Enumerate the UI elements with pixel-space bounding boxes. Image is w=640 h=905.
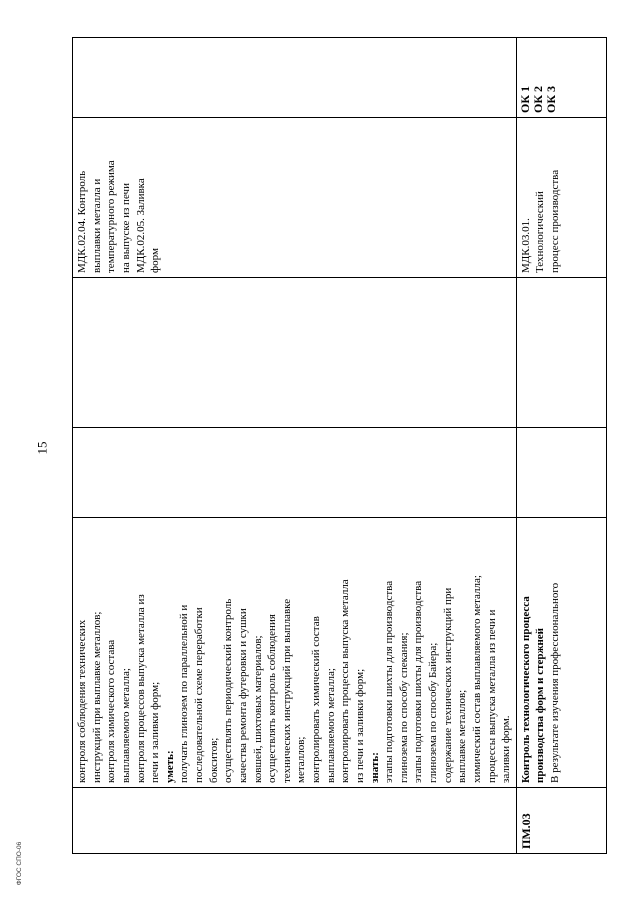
mdk-line: Технологический (534, 191, 547, 273)
content-line: получать глинозем по параллельной и (178, 604, 191, 783)
content-line: В результате изучения профессионального (549, 582, 561, 783)
section-heading: уметь: (163, 750, 176, 783)
ok-code: ОК 3 (544, 85, 559, 113)
content-cell (73, 518, 517, 788)
content-line: контроля процессов выпуска металла из (134, 594, 147, 783)
rotated-table-area (72, 38, 592, 854)
section-heading: знать: (368, 752, 381, 783)
content-line: осуществлять периодический контроль (222, 598, 235, 783)
code-cell (73, 788, 517, 854)
content-line: этапы подготовки шихты для производства (412, 580, 425, 783)
hours-cell (73, 278, 517, 428)
mdk-line: температурного режима (105, 160, 118, 273)
content-line: выплавляемого металла; (119, 668, 132, 783)
footer-code: ФГОС СПО-06 (16, 841, 24, 886)
mdk-cell (516, 118, 606, 278)
content-line: печи и заливки форм; (149, 681, 162, 783)
hours-cell (516, 428, 606, 518)
content-line: заливки форм. (500, 715, 513, 783)
mdk-line: выплавки металла и (90, 178, 103, 273)
content-line: качества ремонта футеровки и сушки (236, 608, 249, 783)
mdk-line: МДК.02.04. Контроль (76, 170, 88, 273)
ok-code: ОК 1 (517, 85, 532, 113)
content-line: содержание технических инструкций при (441, 587, 454, 783)
content-line: бокситов; (207, 737, 220, 783)
content-line: ковшей, шихтовых материалов; (251, 635, 264, 783)
ok-cell (516, 38, 606, 118)
content-line: осуществлять контроль соблюдения (266, 614, 279, 783)
content-line: выплавке металлов; (456, 689, 469, 783)
hours-cell (73, 428, 517, 518)
content-line: глинозема по способу Байера; (427, 642, 439, 783)
content-line: последовательной схеме переработки (193, 607, 205, 783)
rotated-page (72, 38, 592, 854)
content-line: выплавляемого металла; (324, 668, 337, 783)
content-line: контролировать химический состав (310, 616, 322, 783)
content-line: металлов; (295, 736, 308, 783)
content-cell (516, 518, 606, 788)
mdk-line: на выпуске из печи (119, 183, 132, 273)
content-line: контроля химического состава (105, 639, 118, 783)
ok-code: ОК 2 (530, 85, 545, 113)
content-line: контроля соблюдения технических (76, 619, 88, 783)
mdk-line: МДК.03.01. (519, 218, 532, 273)
content-line: глинозема по способу спекания; (397, 632, 410, 783)
hours-cell (516, 278, 606, 428)
module-title-line: Контроль технологического процесса (519, 596, 532, 783)
module-code: ПМ.03 (518, 813, 533, 849)
content-line: технических инструкций при выплавке (280, 598, 293, 783)
content-line: процессы выпуска металла из печи и (485, 609, 498, 783)
mdk-line: процесс производства (549, 169, 561, 273)
table-row (73, 38, 517, 854)
mdk-cell (73, 118, 517, 278)
content-line: контролировать процессы выпуска металла (339, 579, 352, 783)
mdk-line: форм (149, 248, 162, 273)
content-line: из печи и заливки форм; (353, 668, 366, 783)
content-line: инструкций при выплавке металлов; (90, 611, 103, 783)
table-row (516, 38, 606, 854)
page-number: 15 (34, 441, 50, 455)
ok-cell (73, 38, 517, 118)
code-cell (516, 788, 606, 854)
content-line: этапы подготовки шихты для производства (383, 580, 396, 783)
competency-table (72, 37, 607, 854)
content-line: химический состав выплавляемого металла; (470, 575, 483, 783)
module-title-line: производства форм и стержней (534, 627, 547, 783)
mdk-line: МДК.02.05. Заливка (134, 178, 147, 273)
